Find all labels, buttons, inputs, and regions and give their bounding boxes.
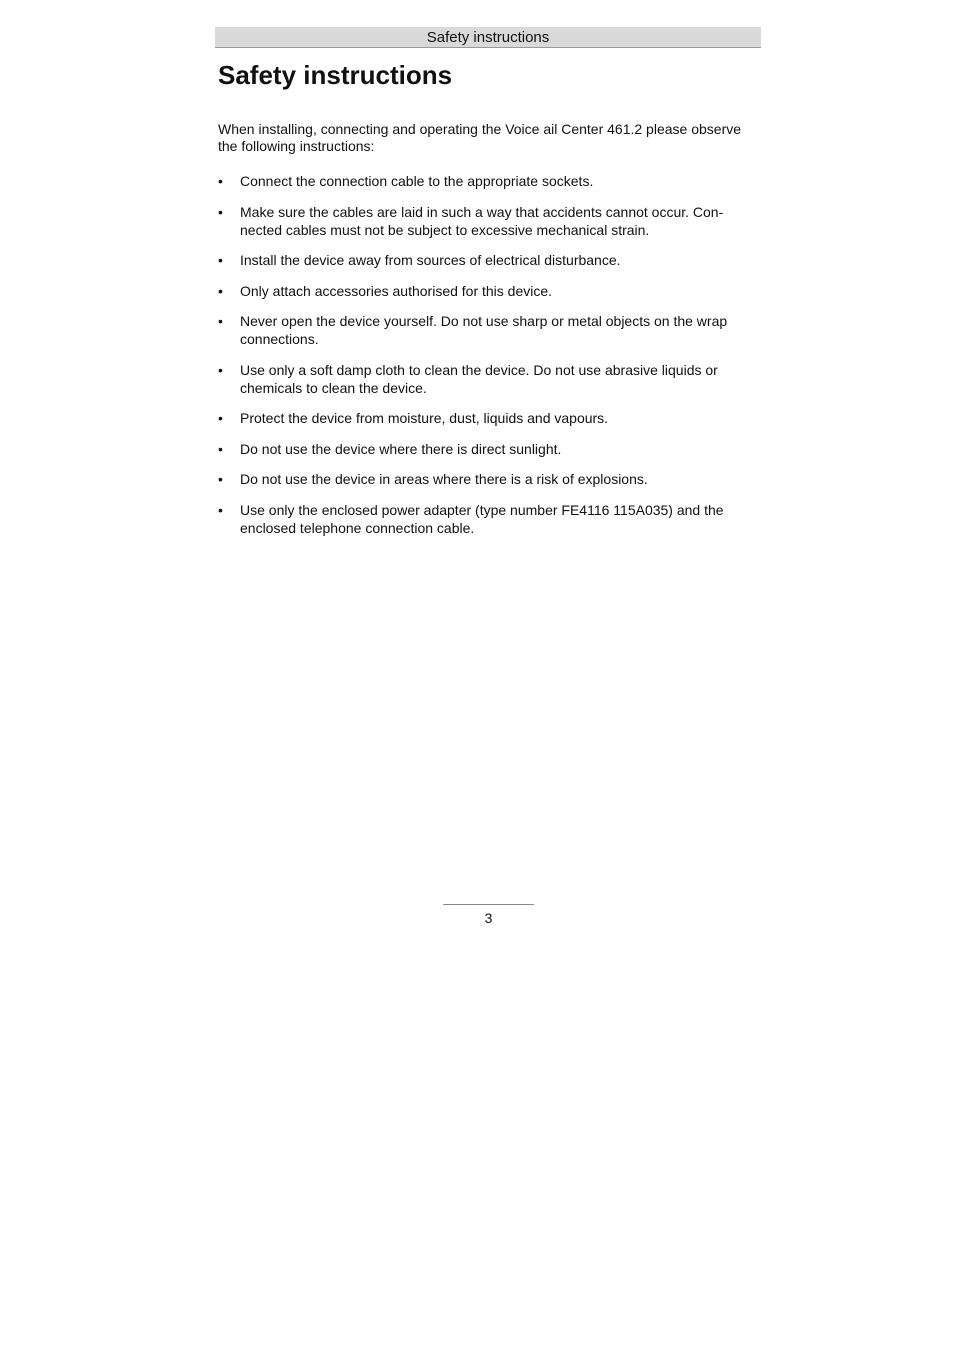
bullet-icon: •: [218, 440, 223, 457]
instruction-item: [218, 501, 758, 537]
instruction-text: Only attach accessories authorised for this device.: [240, 282, 553, 299]
page-number: 3: [484, 910, 493, 926]
instruction-item: [218, 361, 758, 397]
instruction-text: Install the device away from sources of electrical disturbance.: [240, 252, 621, 268]
bullet-icon: •: [218, 410, 223, 426]
instruction-text: Use only the enclosed power adapter (type number FE4116 115A035) and the enclosed telephone connection cable.: [240, 501, 724, 536]
instruction-text: Use only a soft damp cloth to clean the device. Do not use abrasive liquids or chemicals to clean the device.: [240, 361, 718, 396]
instruction-text: Never open the device yourself. Do not use sharp or metal objects on the wrap connections.: [240, 313, 728, 347]
bullet-icon: •: [218, 203, 223, 220]
bullet-icon: •: [218, 173, 223, 189]
bullet-icon: •: [218, 361, 223, 378]
instruction-text: Make sure the cables are laid in such a way that accidents cannot occur. Con-nected cables must not be subject to excessive mechanical strain.: [240, 203, 724, 238]
intro-paragraph: When installing, connecting and operating the Voice ail Center 461.2 please observe the following instructions:: [218, 121, 742, 154]
running-header: [215, 27, 761, 48]
instruction-item: [218, 470, 758, 488]
instruction-text: Connect the connection cable to the appropriate sockets.: [240, 173, 594, 189]
running-header-title: Safety instructions: [426, 29, 550, 46]
footer-divider: [443, 904, 534, 905]
bullet-icon: •: [218, 501, 223, 518]
instruction-item: [218, 251, 758, 269]
bullet-icon: •: [218, 252, 223, 268]
instruction-item: [218, 312, 758, 348]
instruction-item: [218, 203, 758, 239]
instruction-item: [218, 172, 758, 190]
instruction-item: [218, 282, 758, 300]
instruction-item: [218, 409, 758, 427]
page-title: Safety instructions: [218, 60, 453, 90]
bullet-icon: •: [218, 313, 223, 329]
instruction-text: Do not use the device where there is direct sunlight.: [240, 440, 562, 457]
bullet-icon: •: [218, 282, 223, 299]
instruction-text: Do not use the device in areas where there is a risk of explosions.: [240, 471, 648, 487]
instruction-text: Protect the device from moisture, dust, liquids and vapours.: [240, 410, 609, 426]
bullet-icon: •: [218, 471, 223, 487]
instruction-item: [218, 440, 758, 458]
instruction-list: [218, 172, 758, 549]
